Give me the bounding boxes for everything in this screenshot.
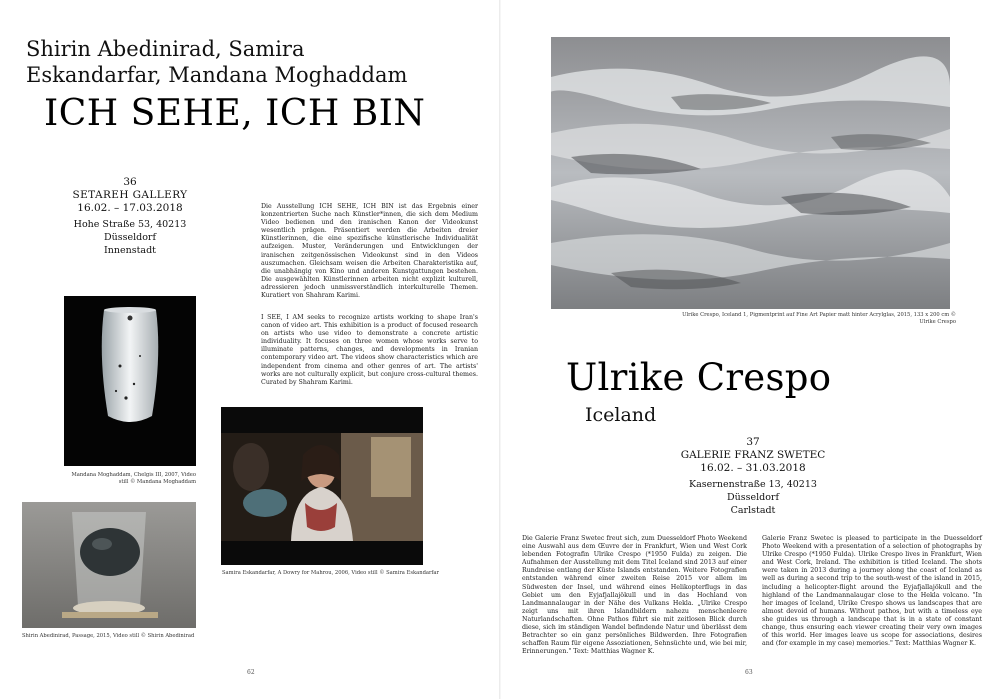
venue-dates: 16.02. – 31.03.2018 [700,462,806,474]
page-number-left: 62 [247,669,255,676]
venue-district: Carlstadt [730,505,776,516]
exhibition-title: ICH SEHE, ICH BIN [44,93,426,134]
woman-image [221,407,423,565]
page-number-right: 63 [745,669,753,676]
work-title-right: Iceland [585,404,657,426]
glass-image [22,502,196,628]
venue-dates: 16.02. – 17.03.2018 [77,202,183,214]
venue-address: Kasernenstraße 13, 40213 Düsseldorf [689,479,817,503]
venue-info-right [668,436,838,517]
caption-image-1: Mandana Moghaddam, Chelgis III, 2007, Video still © Mandana Moghaddam [71,472,196,485]
venue-info-left [60,176,200,257]
bathtub-image [64,296,196,466]
venue-name: SETAREH GALLERY [72,189,188,201]
artist-name-right: Ulrike Crespo [566,356,832,399]
venue-name: GALERIE FRANZ SWETEC [680,449,826,461]
artist-names: Shirin Abedinirad, Samira Eskandarfar, Mandana Moghaddam [26,37,408,87]
text-german-right: Die Galerie Franz Swetec freut sich, zum Duesseldorf Photo Weekend eine Auswahl aus dem Œuvre der in Frankfurt, Wien und West Cork lebenden Fotografin Ulrike Crespo (*1950 Fulda) zu zeigen. Die Aufnahmen der Ausstellung mit dem Titel Iceland sind 2013 auf einer Rundreise entlang der Küste Islands entstanden. Weitere Fotografien entstanden während einer zweiten Reise 2015 vor allem im Südwesten der Insel, und während eines Helikopterflugs in das Gebiet um den Eyjafjallajökull und in das Hochland von Landmannalaugar in der Nähe des Vulkans Hekla. „Ulrike Crespo zeigt uns mit ihren Islandbildern nahezu menschenleere Naturlandschaften. Ohne Pathos führt sie mit zeitlosen Blick durch diese, sich im ständigen Wandel befindende Natur und überlässt dem Betrachter so ein ganz persönliches Bildwerden. Ihre Fotografien schaffen Raum für eigene Assoziationen, Sehnsüchte und, wie bei mir, Erinnerungen." Text: Matthias Wagner K. [522,535,747,656]
text-english-right: Galerie Franz Swetec is pleased to participate in the Duesseldorf Photo Weekend with a presentation of a selection of photographs by Ulrike Crespo (*1950 Fulda). Ulrike Crespo lives in Frankfurt, Wien and West Cork, Ireland. The exhibition is titled Iceland. The shots were taken in 2013 during a journey along the coast of Iceland as well as during a second trip to the south-west of the island in 2015, including a helicopter-flight around the Eyjafjallajökull and the highland of the Landmannalaugar close to the Hekla volcano. "In her images of Iceland, Ulrike Crespo shows us landscapes that are almost devoid of humans. Without pathos, but with a timeless eye she guides us through a landscape that is in a state of constant change, thus ensuring each viewer creating their very own images of this world. Her images leave us scope for associations, desires and (for example in my case) memories." Text: Matthias Wagner K. [762,535,982,648]
photo-iceland [551,37,950,309]
venue-number: 36 [123,176,137,188]
venue-number: 37 [746,436,760,448]
photo-chelgis [64,296,196,466]
photo-dowry [221,407,423,565]
caption-image-3: Shirin Abedinirad, Passage, 2015, Video still © Shirin Abedinirad [22,633,195,639]
text-german-left: Die Ausstellung ICH SEHE, ICH BIN ist das Ergebnis einer konzentrierten Suche nach Künstler*innen, die sich dem Medium Video bedienen und den iranischen Kanon der Videokunst wesentlich prägen. Präsentiert werden die Arbeiten dreier Künstlerinnen, die eine spezifische künstlerische Individualität aufzeigen. Muster, Veränderungen und Entwicklungen der iranischen zeitgenössischen Videokunst sind in den Videos auszumachen. Gleichsam weisen die Arbeiten Charakteristika auf, die unabhängig von Kino und anderen Kunstgattungen bestehen. Die ausgewählten Künstlerinnen arbeiten nicht explizit kulturell, adressieren jedoch unmissverständlich interkulturelle Themen. Kuratiert von Shahram Karimi. [261,203,478,300]
book-gutter [499,0,501,699]
caption-image-2: Samira Eskandarfar, A Dowry for Mahrou, 2006, Video still © Samira Eskandarfar [222,570,439,576]
venue-district: Innenstadt [104,245,156,256]
iceland-landscape-image [551,37,950,309]
text-english-left: I SEE, I AM seeks to recognize artists working to shape Iran's canon of video art. This exhibition is a product of focused research on artists who use video to demonstrate a concrete artistic individuality. It focuses on three women whose works serve to illuminate patterns, changes, and developments in Iranian contemporary video art. The videos show characteristics which are independent from cinema and other genres of art. The artists' works are not culturally explicit, but conjure cross-cultural themes. Curated by Shahram Karimi. [261,314,478,386]
photo-passage [22,502,196,628]
venue-address: Hohe Straße 53, 40213 Düsseldorf [73,219,187,243]
caption-image-4: Ulrike Crespo, Iceland 1, Pigmentprint auf Fine Art Papier matt hinter Acrylglas, 2015, 133 x 200 cm © Ulrike Crespo [682,312,956,325]
